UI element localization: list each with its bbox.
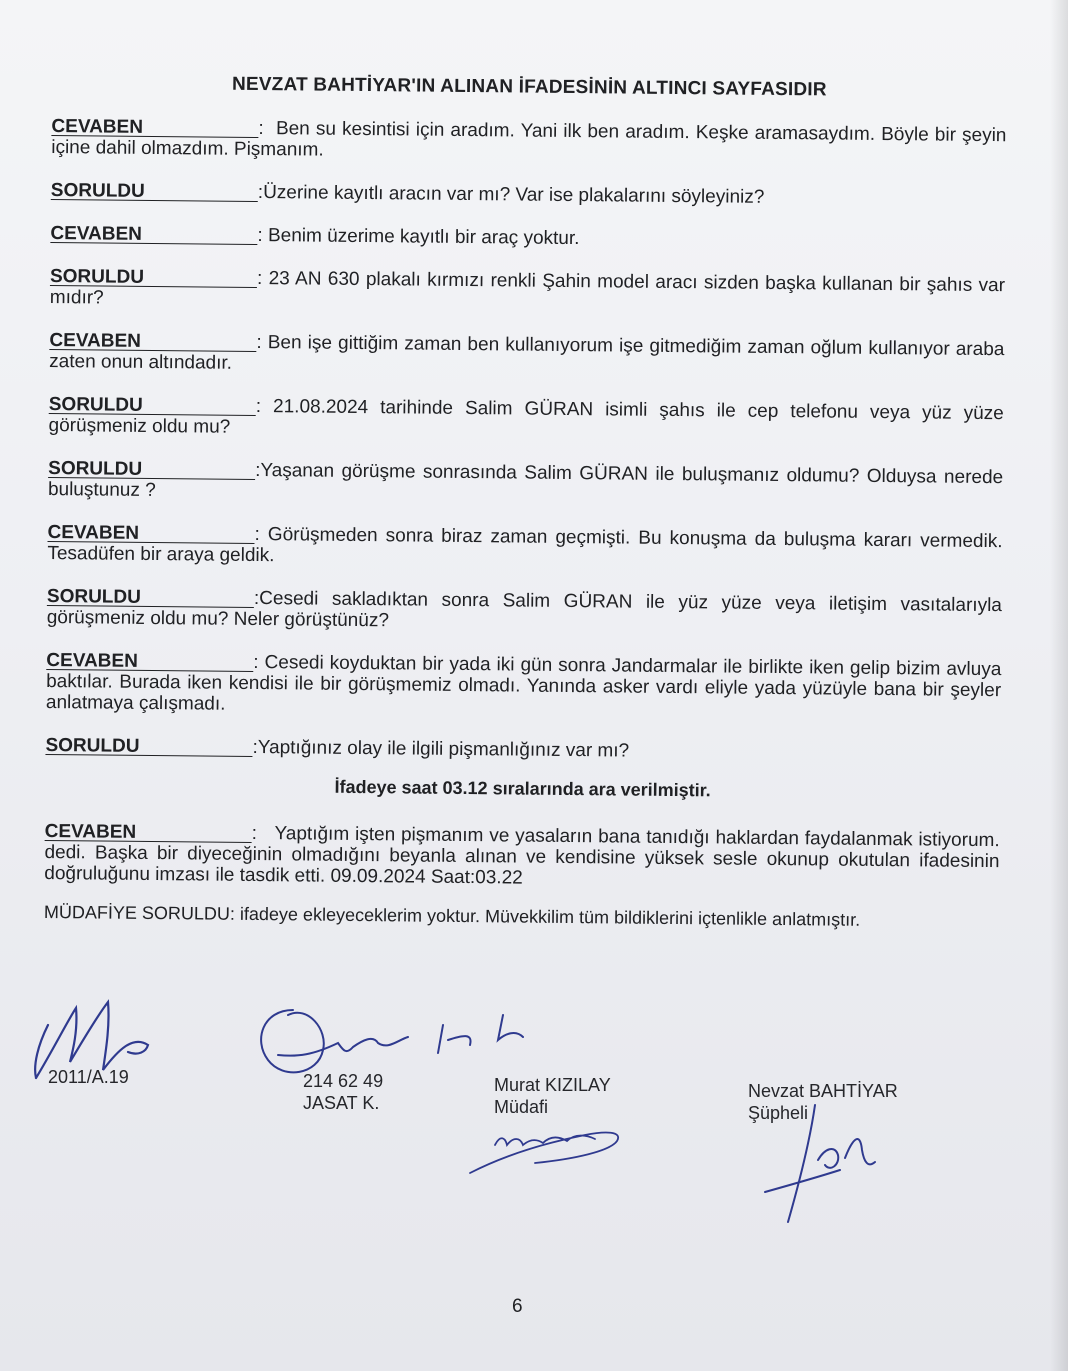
- entry-text: Görüşmeden sonra biraz zaman geçmişti. Bu konuşma da buluşma kararı vermedik. Tesadüfen bir araya geldik.: [47, 524, 1003, 567]
- entry-label: CEVABEN: [46, 652, 253, 672]
- officer2-registry: 214 62 49: [303, 1071, 384, 1091]
- entry-11: [45, 735, 1000, 765]
- entry-7: [48, 458, 1003, 509]
- suspect-name: Nevzat BAHTİYAR: [748, 1081, 898, 1101]
- officer2-signature: [303, 1070, 383, 1114]
- lawyer-signature: [494, 1074, 611, 1118]
- entry-text: 23 AN 630 plakalı kırmızı renkli Şahin model aracı sizden başka kullanan bir şahıs var mıdır?: [49, 268, 1006, 309]
- entry-text: Cesedi koyduktan bir yada iki gün sonra Jandarmalar ile birlikte iken gelip bizim avluya baktılar. Burada iken kendisi ile bir görüşmemiz olmadı. Yanında asker vardı eliyle yada yüzüyle bana bir şeyler anlatmaya çalışmadı.: [45, 652, 1002, 715]
- entry-separator: :: [257, 224, 263, 247]
- statement-body: [44, 72, 1007, 932]
- entry-text: Ben işe gittiğim zaman ben kullanıyorum işe gitmediğim zaman oğlum kullanıyor araba zaten onun altındadır.: [49, 332, 1005, 374]
- entry-label: SORULDU: [49, 396, 256, 416]
- suspect-signature: [748, 1080, 898, 1124]
- page-number: 6: [512, 1296, 523, 1317]
- entry-text: Yaptığım işten pişmanım ve yasaların bana tanıdığı haklardan faydalanmak istiyorum. dedi. Başka bir diyeceğinin olmadığını beyanla alınan ve kendisine yüksek sesle okunup okutulan ifadesinin doğruluğunu imzası ile tasdik etti. 09.09.2024 Saat:03.22: [44, 823, 1000, 889]
- entry-text: Yaşanan görüşme sonrasında Salim GÜRAN ile buluşmanız oldumu? Olduysa nerede buluştunuz ?: [47, 460, 1004, 502]
- entry-label: SORULDU: [48, 460, 255, 480]
- suspect-role: Şüpheli: [748, 1103, 809, 1123]
- entry-label: CEVABEN: [49, 332, 256, 352]
- entry-10: [46, 650, 1002, 722]
- entry-text: Yaptığınız olay ile ilgili pişmanlığınız var mı?: [257, 737, 630, 762]
- entry-8: [47, 522, 1002, 573]
- entry-label: CEVABEN: [51, 118, 258, 138]
- entry-text: Ben su kesintisi için aradım. Yani ilk ben aradım. Keşke aramasaydım. Böyle bir şeyin içine dahil olmazdım. Pişmanım.: [51, 118, 1007, 161]
- entry-4: [50, 266, 1005, 317]
- lawyer-role: Müdafi: [494, 1097, 549, 1117]
- entry-5: [49, 330, 1004, 381]
- officer2-signature-mark: [248, 995, 538, 1085]
- entry-9: [47, 586, 1002, 637]
- entry-separator: :: [255, 459, 261, 482]
- entry-text: Üzerine kayıtlı aracın var mı? Var ise plakalarını söyleyiniz?: [263, 182, 765, 208]
- page-edge-shadow: [1050, 0, 1068, 1371]
- entry-separator: :: [252, 736, 258, 759]
- entry-text: 21.08.2024 tarihinde Salim GÜRAN isimli şahıs ile cep telefonu veya yüz yüze görüşmeniz oldu mu?: [48, 396, 1004, 438]
- entry-6: [49, 394, 1004, 445]
- entry-label: SORULDU: [45, 737, 252, 757]
- officer1-signature-mark: [28, 990, 168, 1090]
- entry-separator: :: [256, 267, 263, 290]
- entry-separator: :: [253, 651, 259, 674]
- break-note: İfadeye saat 03.12 sıralarında ara verilmiştir.: [334, 776, 711, 801]
- document-title: NEVZAT BAHTİYAR'IN ALINAN İFADESİNİN ALTINCI SAYFASIDIR: [231, 73, 827, 101]
- lawyer-name: Murat KIZILAY: [494, 1075, 611, 1095]
- entry-label: SORULDU: [50, 268, 257, 288]
- entry-label: SORULDU: [47, 588, 254, 608]
- defense-note: MÜDAFİYE SORULDU: ifadeye ekleyeceklerim yoktur. Müvekkilim tüm bildiklerini içtenlikle anlatmıştır.: [43, 901, 861, 930]
- suspect-signature-mark: [760, 1100, 890, 1230]
- entry-2: [51, 180, 1006, 210]
- entry-separator: :: [254, 523, 260, 546]
- final-entry: [44, 821, 1000, 893]
- lawyer-signature-mark: [465, 1115, 635, 1180]
- entry-label: CEVABEN: [47, 524, 254, 544]
- officer2-name: JASAT K.: [303, 1093, 380, 1113]
- entry-label: CEVABEN: [45, 823, 252, 843]
- entry-separator: :: [258, 117, 264, 140]
- entry-label: CEVABEN: [50, 225, 257, 245]
- entry-1: [51, 116, 1006, 167]
- entry-separator: :: [251, 822, 258, 845]
- entry-3: [50, 223, 1005, 253]
- entry-separator: :: [257, 181, 264, 204]
- entry-separator: :: [255, 395, 262, 418]
- entry-text: Benim üzerime kayıtlı bir araç yoktur.: [267, 225, 580, 250]
- officer1-signature: [48, 1066, 129, 1088]
- entry-separator: :: [253, 587, 260, 610]
- entry-label: SORULDU: [51, 182, 258, 202]
- officer1-id: 2011/A.19: [48, 1067, 129, 1087]
- entry-separator: :: [256, 331, 262, 354]
- entry-text: Cesedi sakladıktan sonra Salim GÜRAN ile yüz yüze veya iletişim vasıtalarıyla görüşmeniz oldu mu? Neler görüştünüz?: [46, 588, 1003, 632]
